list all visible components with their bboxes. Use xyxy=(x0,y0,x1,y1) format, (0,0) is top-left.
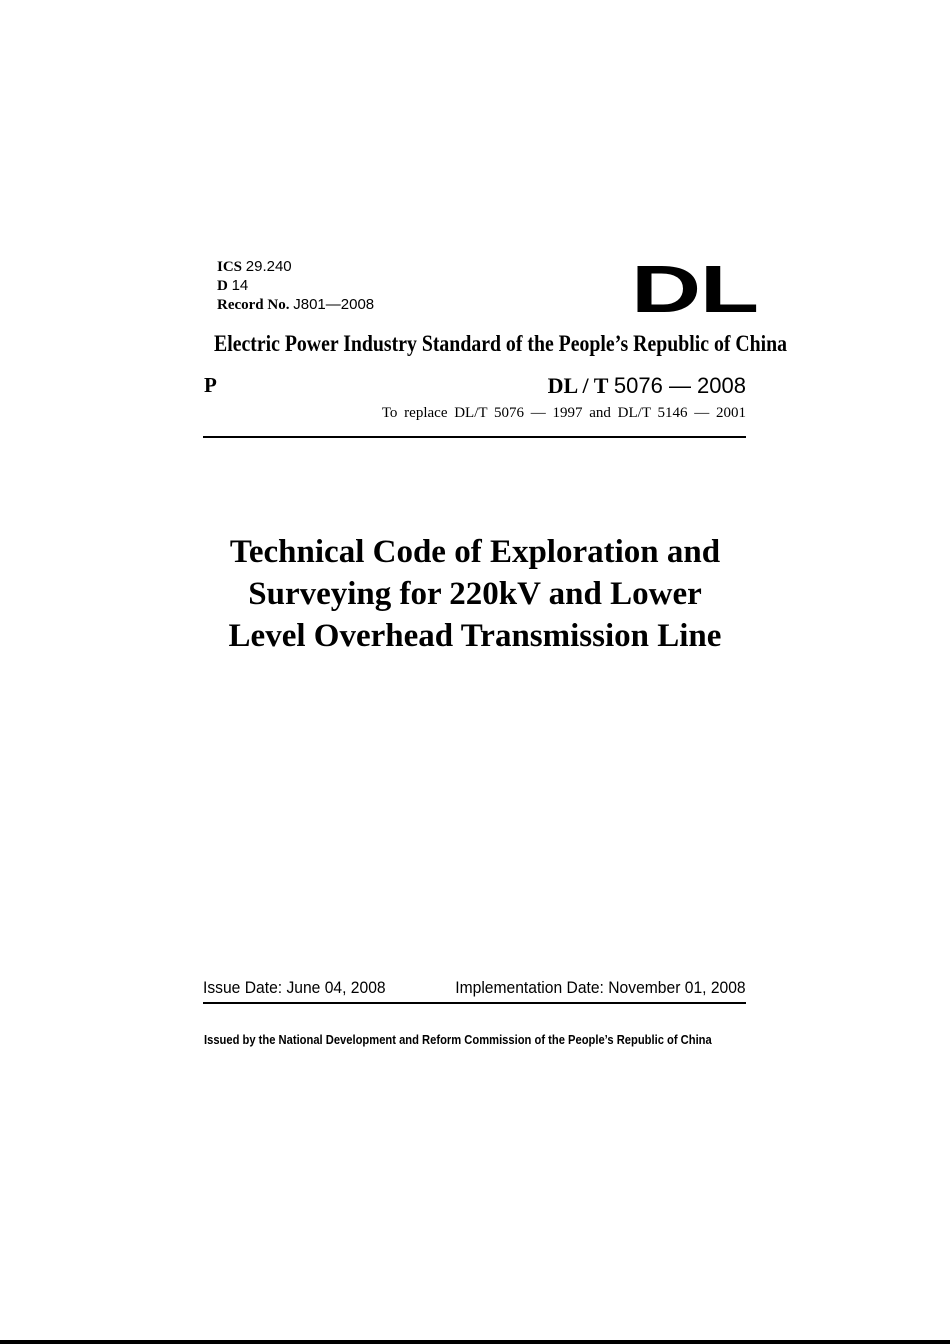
d-value: 14 xyxy=(231,277,249,294)
replaces-line: To replace DL/T 5076 — 1997 and DL/T 5146 — 2001 xyxy=(381,405,746,421)
record-value: J801—2008 xyxy=(293,296,375,313)
dl-logo: DL xyxy=(631,252,758,327)
page-bottom-edge xyxy=(0,1340,950,1344)
ics-value: 29.240 xyxy=(245,258,292,275)
record-label: Record No. xyxy=(217,297,290,313)
organization-line: Electric Power Industry Standard of the People’s Republic of China xyxy=(214,331,788,356)
issue-date: Issue Date: June 04, 2008 xyxy=(203,978,386,997)
header-divider xyxy=(203,436,746,438)
ics-label: ICS xyxy=(217,259,243,275)
record-number xyxy=(217,296,374,314)
title-line-1: Technical Code of Exploration and xyxy=(229,534,721,570)
category-letter: P xyxy=(204,373,217,397)
ics-code xyxy=(217,258,292,276)
issuer-line: Issued by the National Development and Reform Commission of the People’s Republic of China xyxy=(204,1032,712,1047)
d-code xyxy=(217,277,248,295)
footer-divider xyxy=(203,1002,746,1004)
standard-code: 5076 — 2008 xyxy=(613,373,746,398)
title-line-2: Surveying for 220kV and Lower xyxy=(248,576,702,612)
implementation-date: Implementation Date: November 01, 2008 xyxy=(455,978,746,997)
title-line-3: Level Overhead Transmission Line xyxy=(228,618,722,654)
d-label: D xyxy=(217,278,228,294)
standard-prefix: DL / T xyxy=(547,373,609,398)
document-title xyxy=(175,531,775,657)
standard-number xyxy=(548,373,746,399)
